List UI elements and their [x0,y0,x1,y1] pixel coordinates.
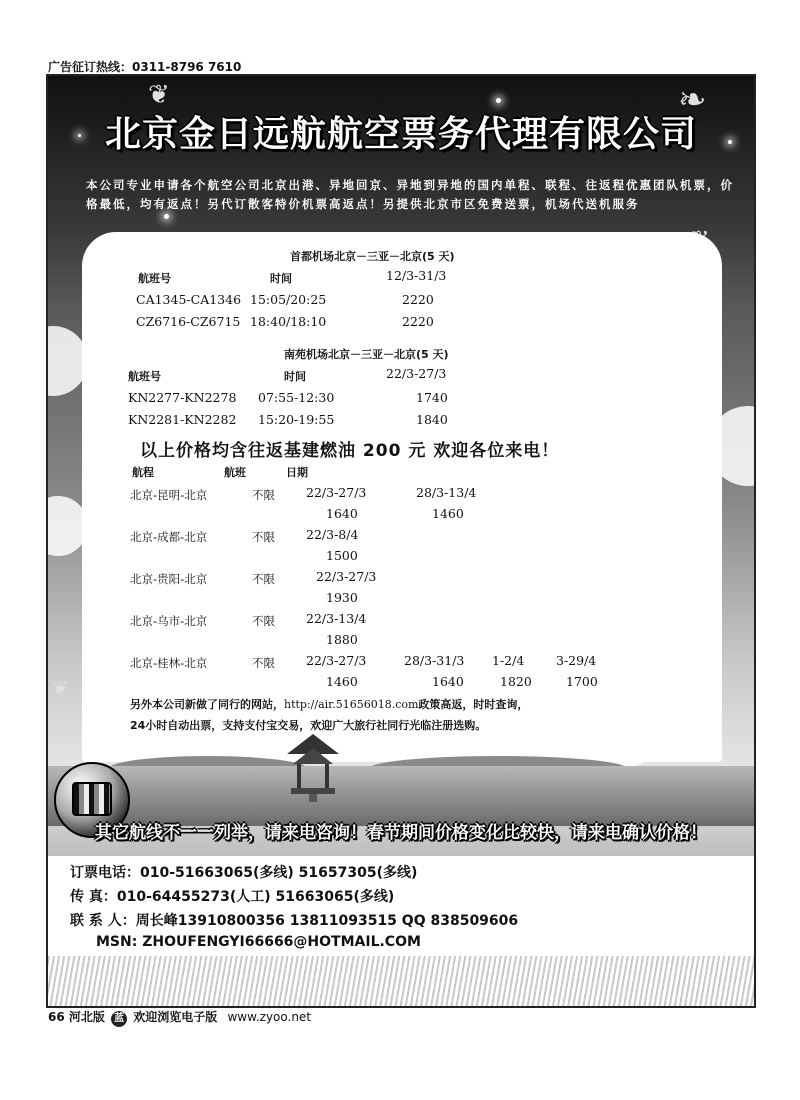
footer-url[interactable]: www.zyoo.net [227,1010,312,1024]
footer-text: 欢迎浏览电子版 [133,1010,218,1024]
route-flight: 不限 [252,572,275,586]
route-date: 22/3-27/3 [306,653,367,668]
route-date: 28/3-13/4 [416,485,477,500]
route-date: 22/3-27/3 [306,485,367,500]
edition-badge: 蓝 [111,1011,127,1027]
capital-row-flight: CZ6716-CZ6715 [136,314,241,329]
leaf-decoration: ❦ [148,80,170,110]
page-footer [48,1008,311,1027]
route-price: 1640 [432,674,464,689]
route-flight: 不限 [252,614,275,628]
pavilion-icon [283,732,343,802]
leaf-decoration: ❦ [52,676,69,700]
grass-decoration [48,956,754,1006]
star-decoration [164,214,169,219]
nanyuan-heading: 南苑机场北京－三亚－北京(5 天) [284,348,449,361]
route-flight: 不限 [252,656,275,670]
route-flight: 不限 [252,530,275,544]
nanyuan-row-flight: KN2281-KN2282 [128,412,237,427]
route-date: 22/3-13/4 [306,611,367,626]
nanyuan-row-flight: KN2277-KN2278 [128,390,237,405]
company-intro: 本公司专业申请各个航空公司北京出港、异地回京、异地到异地的国内单程、联程、往返程优惠团队机票，价格最低，均有返点！另代订散客特价机票高返点！另提供北京市区免费送票，机场代送机服务 [86,178,734,211]
route-price: 1500 [326,548,358,563]
route-name: 北京-成都-北京 [130,530,208,544]
ad-frame [46,74,756,1008]
route-date: 22/3-8/4 [306,527,359,542]
capital-col-flight: 航班号 [138,272,171,285]
nanyuan-row-time: 07:55-12:30 [258,390,335,405]
fare-panel [82,232,722,762]
route-date: 22/3-27/3 [316,569,377,584]
routes-col-flight: 航班 [224,466,246,479]
capital-date: 12/3-31/3 [386,268,447,283]
note-text: 24小时自动出票，支持支付宝交易，欢迎广大旅行社同行光临注册选购。 [130,719,487,732]
route-flight: 不限 [252,488,275,502]
route-price: 1460 [432,506,464,521]
route-date: 1-2/4 [492,653,525,668]
capital-row-time: 15:05/20:25 [250,292,327,307]
nanyuan-col-flight: 航班号 [128,370,161,383]
route-price: 1820 [500,674,532,689]
star-decoration [496,98,501,103]
msn-address: MSN: ZHOUFENGYI66666@HOTMAIL.COM [96,934,421,950]
routes-col-route: 航程 [132,466,154,479]
route-date: 3-29/4 [556,653,597,668]
tv-screen [72,782,112,816]
fax-number: 传 真：010-64455273(人工) 51663065(多线) [70,889,395,905]
capital-row-price: 2220 [402,292,434,307]
contact-person: 联 系 人：周长峰13910800356 13811093515 QQ 838509606 [70,913,519,929]
note-text: 政策高返，时时查询， [418,698,529,711]
company-title: 北京金日远航航空票务代理有限公司 [104,113,697,155]
sea-scene [48,766,754,826]
nanyuan-row-price: 1740 [416,390,448,405]
route-date: 28/3-31/3 [404,653,465,668]
capital-row-price: 2220 [402,314,434,329]
capital-row-flight: CA1345-CA1346 [136,292,242,307]
ad-hotline: 广告征订热线：0311-8796 7610 [48,60,242,74]
nanyuan-date: 22/3-27/3 [386,366,447,381]
nanyuan-row-price: 1840 [416,412,448,427]
route-name: 北京-乌市-北京 [130,614,208,628]
capital-row-time: 18:40/18:10 [250,314,327,329]
note-text: 另外本公司新做了同行的网站， [130,698,284,711]
route-price: 1460 [326,674,358,689]
leaf-decoration: ❧ [678,80,707,120]
page-number: 66 [48,1010,65,1024]
edition-label: 河北版 [68,1010,105,1024]
routes-col-date: 日期 [286,466,308,479]
route-price: 1930 [326,590,358,605]
slogan-banner: 其它航线不一一列举，请来电咨询！春节期间价格变化比较快，请来电确认价格！ [95,823,707,843]
route-price: 1880 [326,632,358,647]
fuel-highlight: 以上价格均含往返基建燃油 200 元 欢迎各位来电！ [140,441,560,461]
route-price: 1640 [326,506,358,521]
route-price: 1700 [566,674,598,689]
capital-heading: 首都机场北京－三亚－北京(5 天) [290,250,455,263]
website-note [130,694,690,736]
route-name: 北京-桂林-北京 [130,656,208,670]
booking-phone: 订票电话：010-51663065(多线) 51657305(多线) [70,865,418,881]
capital-col-time: 时间 [270,272,292,285]
route-name: 北京-昆明-北京 [130,488,208,502]
nanyuan-col-time: 时间 [284,370,306,383]
website-link[interactable]: http://air.51656018.com [284,698,419,711]
nanyuan-row-time: 15:20-19:55 [258,412,335,427]
route-name: 北京-贵阳-北京 [130,572,208,586]
